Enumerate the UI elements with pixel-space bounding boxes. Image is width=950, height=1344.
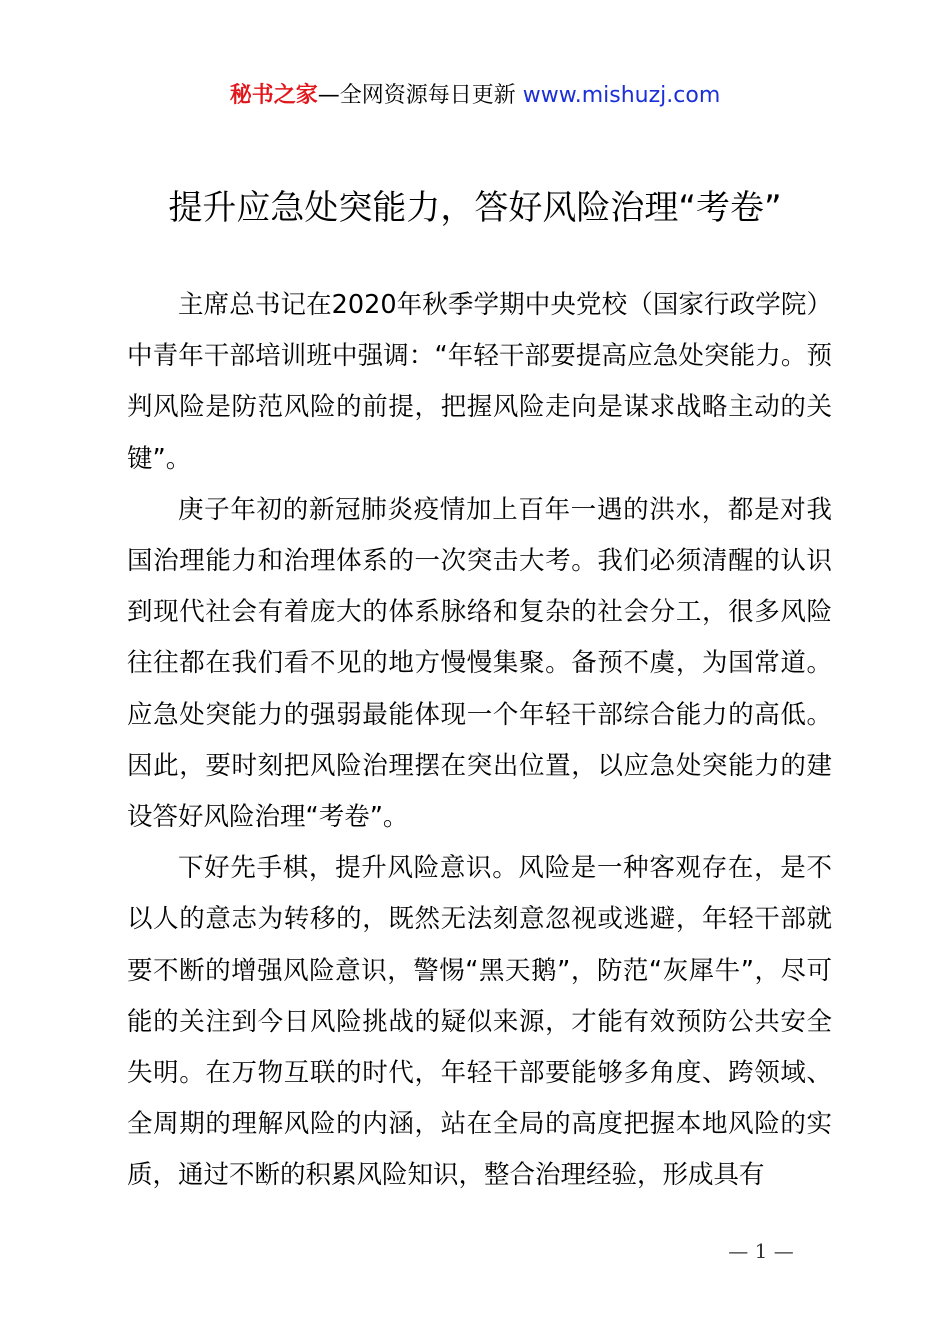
document-title: 提升应急处突能力，答好风险治理“考卷” (168, 188, 782, 228)
paragraph: 主席总书记在2020年秋季学期中央党校（国家行政学院）中青年干部培训班中强调：“年轻干部要提高应急处突能力。预判风险是防范风险的前提，把握风险走向是谋求战略主动的关键”。 (127, 290, 832, 474)
site-header (0, 81, 950, 111)
document-body (127, 280, 832, 1202)
site-url-link[interactable]: www.mishuzj.com (522, 83, 721, 108)
site-brand: 秘书之家 (229, 83, 318, 108)
paragraph: 庚子年初的新冠肺炎疫情加上百年一遇的洪水，都是对我国治理能力和治理体系的一次突击大考。我们必须清醒的认识到现代社会有着庞大的体系脉络和复杂的社会分工，很多风险往往都在我们看不见的地方慢慢集聚。备预不虞，为国常道。应急处突能力的强弱最能体现一个年轻干部综合能力的高低。因此，要时刻把风险治理摆在突出位置，以应急处突能力的建设答好风险治理“考卷”。 (127, 494, 832, 833)
page-number: — 1 — (728, 1239, 794, 1263)
paragraph: 下好先手棋，提升风险意识。风险是一种客观存在，是不以人的意志为转移的，既然无法刻意忽视或逃避，年轻干部就要不断的增强风险意识，警惕“黑天鹅”，防范“灰犀牛”，尽可能的关注到今日风险挑战的疑似来源，才能有效预防公共安全失明。在万物互联的时代，年轻干部要能够多角度、跨领域、全周期的理解风险的内涵，站在全局的高度把握本地风险的实质，通过不断的积累风险知识，整合治理经验，形成具有 (127, 853, 832, 1191)
site-tagline: —全网资源每日更新 (317, 83, 523, 108)
